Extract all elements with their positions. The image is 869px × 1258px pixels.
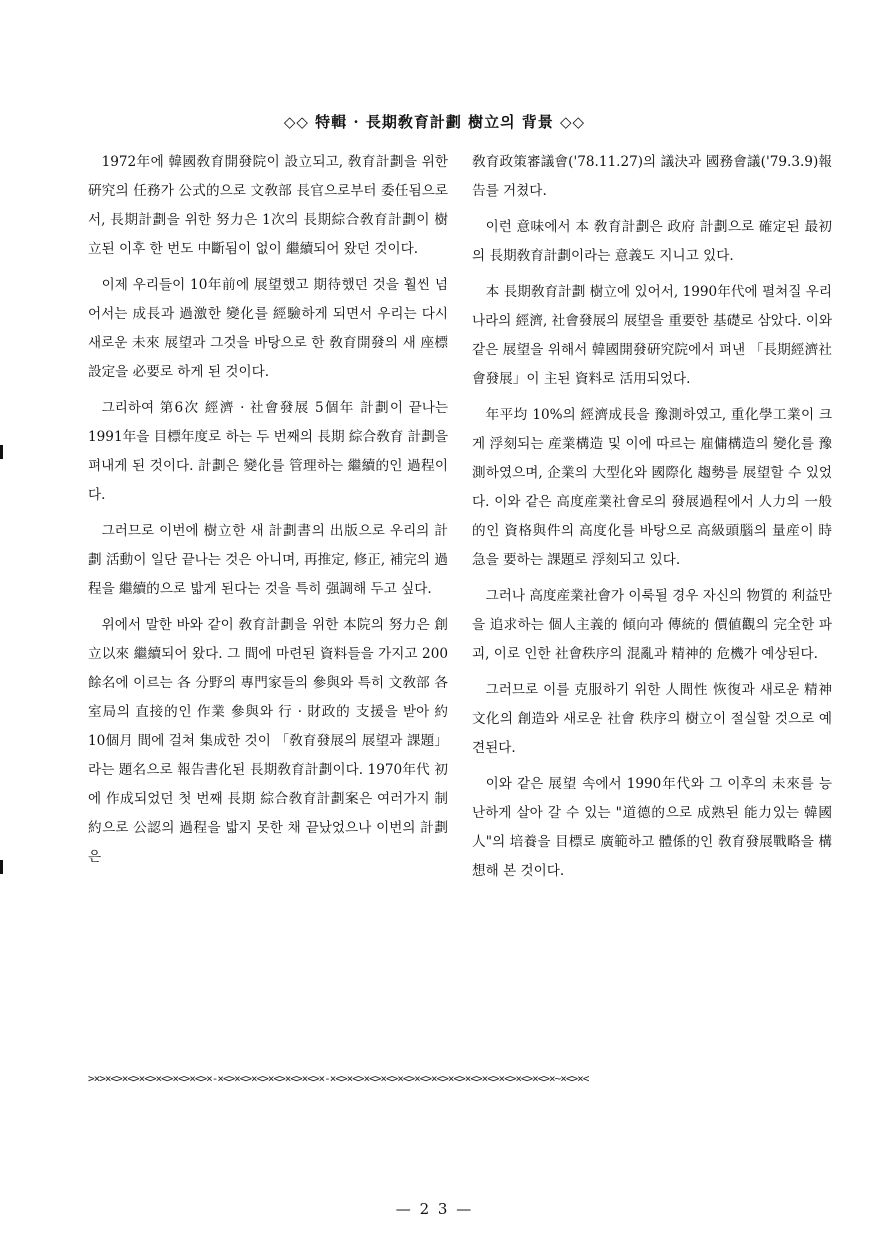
paragraph: 1972年에 韓國敎育開發院이 設立되고, 敎育計劃을 위한 硏究의 任務가 公式的으로 文敎部 長官으로부터 委任됨으로서, 長期計劃을 위한 努力은 1次의 長期綜合敎育計劃이 樹立된 이후 한 번도 中斷됨이 없이 繼續되어 왔던 것이다. (88, 154, 448, 257)
scan-edge-mark (0, 860, 3, 874)
paragraph: 年平均 10%의 經濟成長을 豫測하였고, 重化學工業이 크게 浮刻되는 産業構造 및 이에 따르는 雇傭構造의 變化를 豫測하였으며, 企業의 大型化와 國際化 趨勢를 展望할 수 있었다. 이와 같은 高度産業社會로의 發展過程에서 人力의 一般的인 資格與件의 高度化를 바탕으로 高級頭腦의 量産이 時急을 要하는 課題로 浮刻되고 있다. (472, 407, 832, 568)
paragraph: 그러므로 이번에 樹立한 새 計劃書의 出版으로 우리의 計劃 活動이 일단 끝나는 것은 아니며, 再推定, 修正, 補完의 過程을 繼續的으로 밟게 된다는 것을 특히 强調해 두고 싶다. (88, 523, 448, 597)
paragraph: 이와 같은 展望 속에서 1990年代와 그 이후의 未來를 능난하게 살아 갈 수 있는 "道德的으로 成熟된 能力있는 韓國人"의 培養을 目標로 廣範하고 體係的인 敎育發展戰略을 構想해 본 것이다. (472, 776, 832, 879)
scan-edge-mark (0, 445, 3, 459)
paragraph: 이제 우리들이 10年前에 展望했고 期待했던 것을 훨씬 넘어서는 成長과 過激한 變化를 經驗하게 되면서 우리는 다시 새로운 未來 展望과 그것을 바탕으로 한 敎育開發의 새 座標設定을 必要로 하게 된 것이다. (88, 277, 448, 380)
paragraph: 이런 意味에서 本 敎育計劃은 政府 計劃으로 確定된 最初의 長期敎育計劃이라는 意義도 지니고 있다. (472, 219, 832, 264)
paragraph: 그러나 高度産業社會가 이룩될 경우 자신의 物質的 利益만을 追求하는 個人主義的 傾向과 傳統的 價値觀의 完全한 파괴, 이로 인한 社會秩序의 混亂과 精神的 危機가 예상된다. (472, 588, 832, 662)
page-title: ◇◇ 特輯 · 長期敎育計劃 樹立의 背景 ◇◇ (283, 113, 586, 131)
paragraph: 本 長期敎育計劃 樹立에 있어서, 1990年代에 펼쳐질 우리 나라의 經濟, 社會發展의 展望을 重要한 基礎로 삼았다. 이와 같은 展望을 위해서 韓國開發硏究院에서 펴낸 「長期經濟社會發展」이 主된 資料로 活用되었다. (472, 284, 832, 387)
ornamental-divider: >×>×<>×<>×<>×<>×<>×<>×-×<>×<>×<>×<>×<>×<>×-×<>×<>×<>×<>×<>×<>×<>×<>×<>×<>×<>×<>×<>×~×<>×< (88, 1072, 589, 1085)
left-column (88, 148, 448, 879)
paragraph-continuation: 敎育政策審議會('78.11.27)의 議決과 國務會議('79.3.9)報告를 거쳤다. (472, 154, 832, 199)
paragraph: 그리하여 第6次 經濟 · 社會發展 5個年 計劃이 끝나는 1991年을 目標年度로 하는 두 번째의 長期 綜合敎育 計劃을 펴내게 된 것이다. 計劃은 變化를 管理하는 繼續的인 過程이다. (88, 400, 448, 503)
paragraph: 그러므로 이를 克服하기 위한 人間性 恢復과 새로운 精神文化의 創造와 새로운 社會 秩序의 樹立이 절실할 것으로 예견된다. (472, 682, 832, 756)
paragraph: 위에서 말한 바와 같이 敎育計劃을 위한 本院의 努力은 創立以來 繼續되어 왔다. 그 間에 마련된 資料들을 가지고 200餘名에 이르는 各 分野의 專門家들의 參與와 특히 文敎部 各 室局의 直接的인 作業 參與와 行 · 財政的 支援을 받아 約 10個月 間에 걸쳐 集成한 것이 「敎育發展의 展望과 課題」라는 題名으로 報告書化된 長期敎育計劃이다. 1970年代 初에 作成되었던 첫 번째 長期 綜合敎育計劃案은 여러가지 制約으로 公認의 過程을 밟지 못한 채 끝났었으나 이번의 計劃은 (88, 617, 448, 865)
page-number: — 2 3 — (395, 1200, 474, 1218)
right-column (472, 148, 832, 893)
